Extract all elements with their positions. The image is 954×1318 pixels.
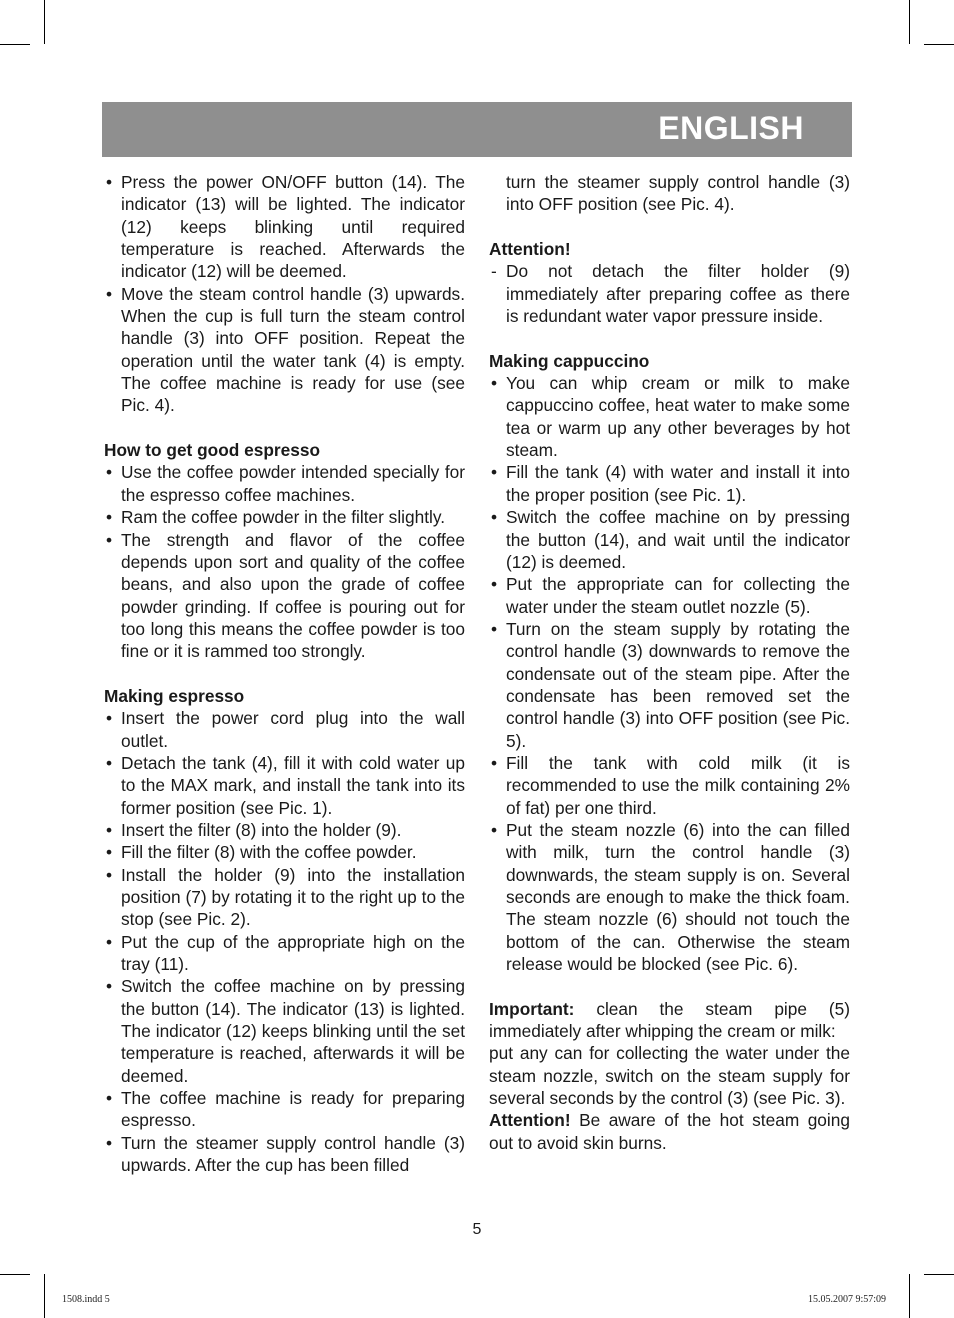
bullet-marker: • (106, 931, 113, 952)
list-item: • The coffee machine is ready for preparing espresso. (106, 1088, 465, 1131)
header-band (102, 102, 852, 157)
list-item: • Install the holder (9) into the installation position (7) by rotating it to the right up to the stop (see Pic. 2). (106, 864, 465, 930)
crop-mark (44, 0, 45, 44)
list-item: • Detach the tank (4), fill it with cold water up to the MAX mark, and install the tank into its former position (see Pic. 1). (106, 752, 465, 818)
bullet-marker: • (491, 507, 498, 528)
print-slug-datetime: 15.05.2007 9:57:09 (807, 1294, 886, 1305)
print-slug-file: 1508.indd 5 (62, 1294, 110, 1305)
dash-marker: - (491, 261, 497, 282)
section-heading-making-espresso: Making espresso (104, 685, 245, 706)
section-heading-making-cappuccino: Making cappuccino (489, 350, 650, 371)
list-item: • Switch the coffee machine on by pressing the button (14). The indicator (13) is lighted. The indicator (12) keeps blinking until the set temperature is reached, afterwards it will be deemed. (106, 976, 465, 1086)
list-item: • Switch the coffee machine on by pressing the button (14), and wait until the indicator (12) is deemed. (491, 507, 850, 572)
list-item: - Do not detach the filter holder (9) immediately after preparing coffee as there is redundant water vapor pressure inside. (491, 261, 850, 327)
attention-label: Attention! (489, 1110, 571, 1131)
crop-mark (0, 1274, 30, 1275)
page-title: ENGLISH (658, 110, 804, 146)
list-item: • Fill the tank with cold milk (it is recommended to use the milk containing 2% of fat) per one third. (491, 752, 850, 818)
bullet-marker: • (491, 462, 498, 483)
bullet-marker: • (491, 819, 498, 840)
list-item: • Insert the filter (8) into the holder (9). (106, 819, 402, 840)
section-heading-good-espresso: How to get good espresso (104, 440, 321, 461)
list-item: • Put the appropriate can for collecting the water under the steam outlet nozzle (5). (491, 574, 850, 617)
bullet-marker: • (106, 819, 113, 840)
list-item: • Put the cup of the appropriate high on the tray (11). (106, 931, 465, 975)
crop-mark (909, 1274, 910, 1318)
list-item: • Press the power ON/OFF button (14). The indicator (13) will be lighted. The indicator (12) keeps blinking until required temperature is reached. Afterwards the indicator (12) will be deemed. (106, 172, 465, 282)
list-item: • Put the steam nozzle (6) into the can filled with milk, turn the control handle (3) downwards, the steam supply is on. Several seconds are enough to make the thick foam. The steam nozzle (6) should not touch the bottom of the can. Otherwise the steam release would be blocked (see Pic. 6). (491, 819, 850, 975)
crop-mark (924, 1274, 954, 1275)
list-item: • The strength and flavor of the coffee depends upon sort and quality of the coffee beans, and also upon the grade of coffee powder grinding. If coffee is pouring out for too long this means the coffee powder is too fine or it is rammed too strongly. (106, 529, 465, 662)
bullet-marker: • (106, 462, 113, 483)
crop-mark (0, 44, 30, 45)
right-column (489, 171, 850, 1154)
crop-mark (924, 44, 954, 45)
important-paragraph: put any can for collecting the water under the steam nozzle, switch on the steam supply for several seconds by the control (3) (see Pic. 3). (489, 1043, 850, 1109)
list-item: • Fill the tank (4) with water and install it into the proper position (see Pic. 1). (491, 462, 850, 505)
page-number: 5 (472, 1221, 482, 1238)
important-label: Important: (489, 998, 575, 1019)
left-column (104, 171, 465, 1176)
bullet-marker: • (106, 842, 113, 863)
list-item: • You can whip cream or milk to make cappuccino coffee, heat water to make some tea or warm up any other beverages by hot steam. (491, 373, 850, 461)
crop-mark (909, 0, 910, 44)
list-item: • Fill the filter (8) with the coffee powder. (106, 842, 417, 863)
bullet-marker: • (106, 708, 113, 729)
bullet-marker: • (106, 752, 113, 773)
bullet-marker: • (106, 1132, 113, 1153)
bullet-marker: • (106, 1088, 113, 1109)
list-item: • Turn the steamer supply control handle (3) upwards. After the cup has been filled (106, 1132, 465, 1176)
bullet-marker: • (106, 172, 113, 192)
bullet-marker: • (491, 373, 498, 394)
bullet-marker: • (106, 283, 113, 304)
bullet-marker: • (491, 574, 498, 595)
list-item: • Move the steam control handle (3) upwards. When the cup is full turn the steam control handle (3) into OFF position. Repeat the operation until the water tank (4) is empty. The coffee machine is ready for use (see Pic. 4). (106, 283, 465, 416)
list-item: • Insert the power cord plug into the wall outlet. (106, 708, 465, 751)
bullet-marker: • (106, 976, 113, 997)
bullet-marker: • (106, 529, 113, 550)
list-item: • Ram the coffee powder in the filter slightly. (106, 507, 446, 528)
list-item-continuation: turn the steamer supply control handle (3) into OFF position (see Pic. 4). (506, 172, 850, 215)
list-item: • Use the coffee powder intended specially for the espresso coffee machines. (106, 462, 465, 505)
bullet-marker: • (106, 864, 113, 885)
crop-mark (44, 1274, 45, 1318)
bullet-marker: • (491, 618, 498, 639)
section-heading-attention: Attention! (489, 239, 571, 260)
final-attention-note: Attention! Be aware of the hot steam going out to avoid skin burns. (489, 1110, 850, 1153)
bullet-marker: • (491, 752, 498, 773)
important-note: Important: clean the steam pipe (5) immediately after whipping the cream or milk: (489, 998, 850, 1042)
list-item: • Turn on the steam supply by rotating the control handle (3) downwards to remove the condensate out of the steam pipe. After the condensate has been removed set the control handle (3) into OFF position (see Pic. 5). (491, 618, 850, 751)
bullet-marker: • (106, 507, 113, 528)
